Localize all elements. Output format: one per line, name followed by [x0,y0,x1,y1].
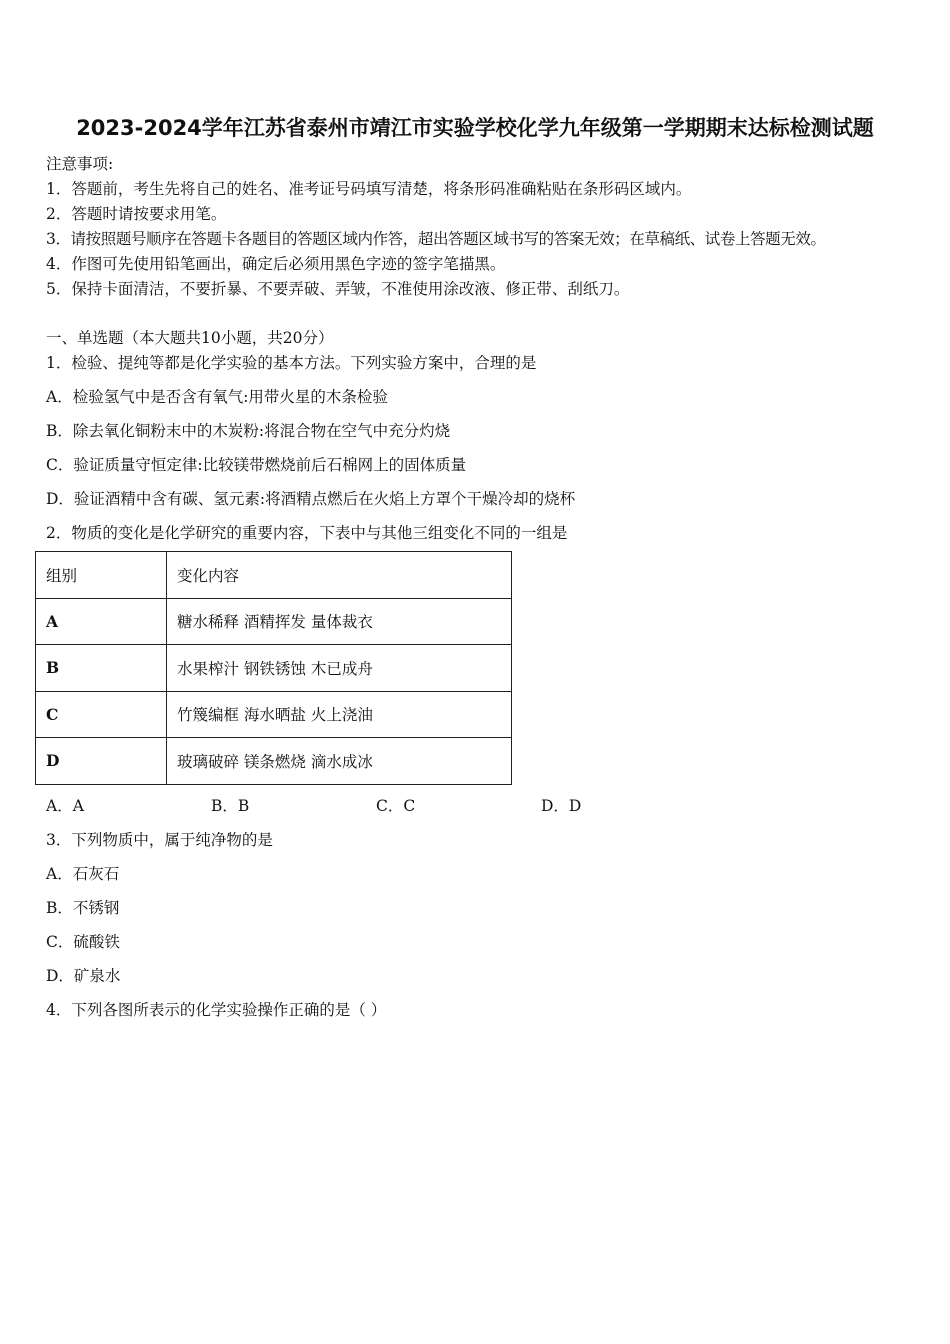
table-cell-group: C [36,691,167,738]
question-1-option-d: D．验证酒精中含有碳、氢元素:将酒精点燃后在火焰上方罩个干燥冷却的烧杯 [46,490,576,508]
question-3-option-d: D．矿泉水 [46,967,121,985]
table-row [36,738,512,785]
table-cell-group: B [36,645,167,692]
notice-item: 2．答题时请按要求用笔。 [46,205,227,223]
table-cell-content: 水果榨汁 钢铁锈蚀 木已成舟 [167,645,512,692]
section-heading: 一、单选题（本大题共10小题，共20分） [46,329,334,347]
notice-item: 3．请按照题号顺序在答题卡各题目的答题区域内作答，超出答题区域书写的答案无效；在草稿纸、试卷上答题无效。 [46,230,826,248]
table-cell-group: A [36,598,167,645]
question-4-stem: 4．下列各图所表示的化学实验操作正确的是（ ） [46,1001,387,1019]
question-1-option-a: A．检验氢气中是否含有氧气:用带火星的木条检验 [46,388,388,406]
table-row [36,645,512,692]
question-1-option-b: B．除去氧化铜粉末中的木炭粉:将混合物在空气中充分灼烧 [46,422,451,440]
table-row [36,598,512,645]
table-header-cell: 变化内容 [167,552,512,599]
notice-item: 5．保持卡面清洁，不要折暴、不要弄破、弄皱，不准使用涂改液、修正带、刮纸刀。 [46,280,630,298]
question-3-option-a: A．石灰石 [46,865,120,883]
question-2-option-b: B．B [211,797,250,815]
table-cell-content: 竹篾编框 海水晒盐 火上浇油 [167,691,512,738]
exam-title: 2023-2024学年江苏省泰州市靖江市实验学校化学九年级第一学期期末达标检测试题 [76,116,874,140]
question-2-option-a: A．A [46,797,84,815]
question-3-stem: 3．下列物质中，属于纯净物的是 [46,831,273,849]
question-2-stem: 2．物质的变化是化学研究的重要内容，下表中与其他三组变化不同的一组是 [46,524,568,542]
question-1-stem: 1．检验、提纯等都是化学实验的基本方法。下列实验方案中，合理的是 [46,354,537,372]
question-3-option-b: B．不锈钢 [46,899,120,917]
notice-heading: 注意事项: [46,155,114,173]
question-1-option-c: C．验证质量守恒定律:比较镁带燃烧前后石棉网上的固体质量 [46,456,467,474]
question-2-option-c: C．C [376,797,416,815]
notice-item: 1．答题前，考生先将自己的姓名、准考证号码填写清楚，将条形码准确粘贴在条形码区域内。 [46,180,692,198]
table-header-row [36,552,512,599]
table-cell-group: D [36,738,167,785]
question-2-table [35,551,512,785]
table-cell-content: 玻璃破碎 镁条燃烧 滴水成冰 [167,738,512,785]
notice-item: 4．作图可先使用铅笔画出，确定后必须用黑色字迹的签字笔描黑。 [46,255,506,273]
question-2-option-d: D．D [541,797,582,815]
table-header-cell: 组别 [36,552,167,599]
table-row [36,691,512,738]
table-cell-content: 糖水稀释 酒精挥发 量体裁衣 [167,598,512,645]
question-3-option-c: C．硫酸铁 [46,933,120,951]
